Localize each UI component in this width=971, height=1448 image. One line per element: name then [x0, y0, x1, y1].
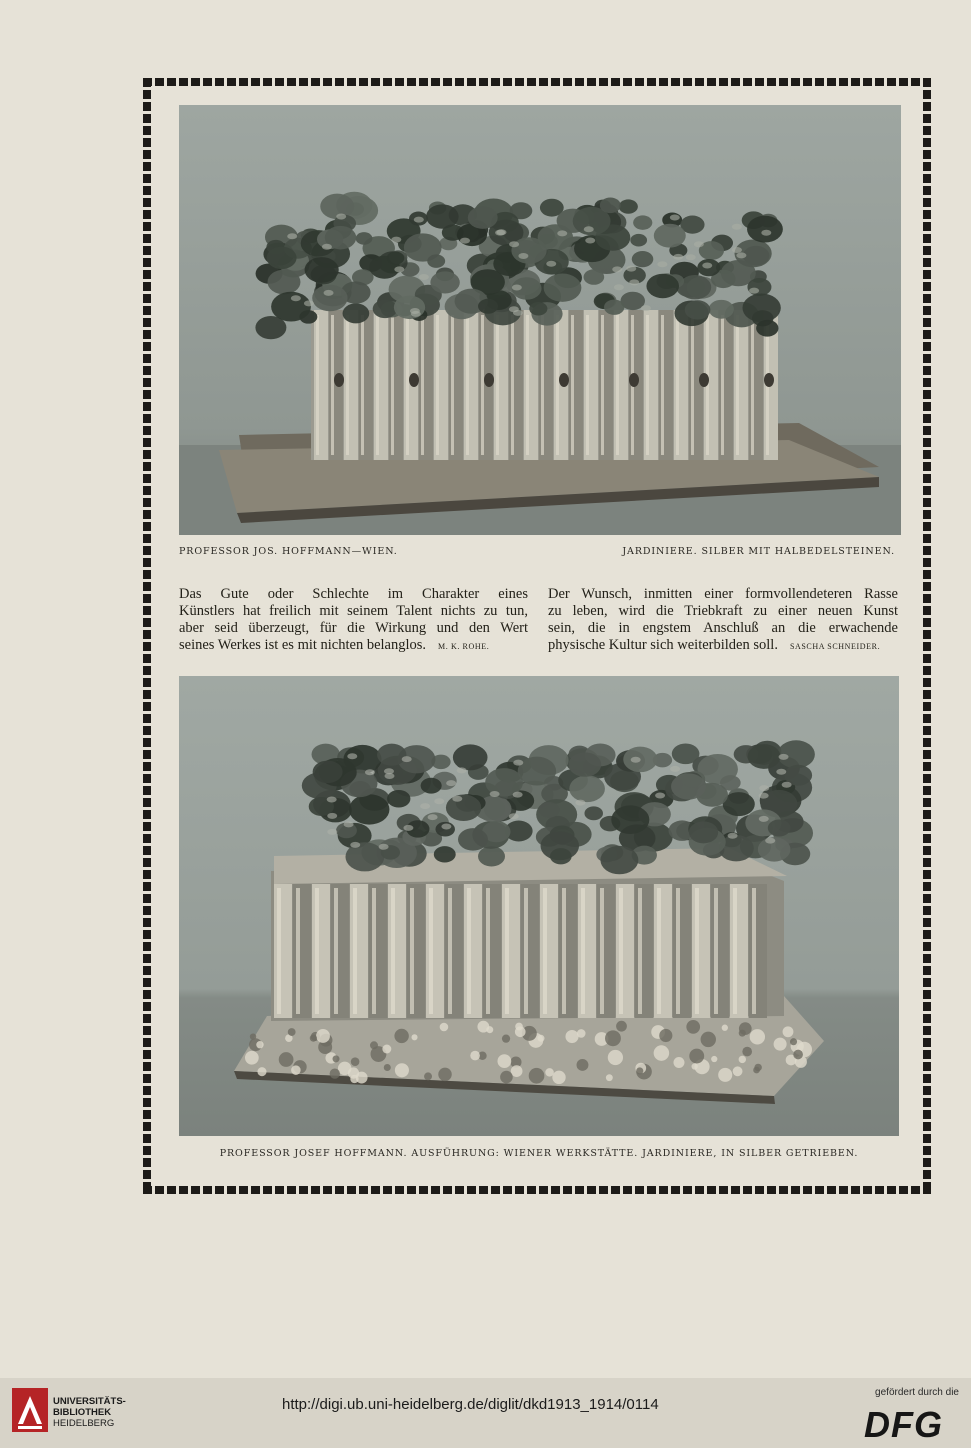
permalink-url[interactable]: http://digi.ub.uni-heidelberg.de/diglit/dkd1913_1914/0114 — [282, 1396, 659, 1413]
heidelberg-library-logo-icon — [12, 1388, 48, 1432]
quote-line: sein, die in engstem Anschluß an die erwachende — [548, 620, 898, 636]
frame-border-bottom — [143, 1186, 931, 1194]
photo2-caption: PROFESSOR JOSEF HOFFMANN. AUSFÜHRUNG: WIENER WERKSTÄTTE. JARDINIERE, IN SILBER GETRIEBEN. — [219, 1148, 859, 1159]
photo1-caption-artist: PROFESSOR JOS. HOFFMANN—WIEN. — [179, 546, 398, 557]
frame-border-left — [143, 78, 151, 1194]
quote-author: SASCHA SCHNEIDER. — [789, 642, 881, 651]
funded-by-label: gefördert durch die — [875, 1387, 959, 1398]
frame-border-right — [923, 78, 931, 1194]
quote-line: physische Kultur sich weiterbilden soll. — [548, 637, 778, 653]
university-line: BIBLIOTHEK — [53, 1407, 112, 1418]
viewer-footer — [0, 1378, 971, 1448]
quote-line: seines Werkes ist es mit nichten belanglos. — [179, 637, 427, 653]
quote-rohe — [179, 586, 528, 655]
quote-author: M. K. ROHE. — [438, 642, 490, 651]
frame-border-top — [143, 78, 931, 86]
dfg-logo: DFG — [864, 1404, 943, 1445]
quote-line: Der Wunsch, inmitten einer formvollendeteren Rasse — [548, 586, 898, 602]
quote-last-line — [548, 637, 898, 655]
quote-line: Das Gute oder Schlechte im Charakter eines — [179, 586, 528, 602]
university-name — [53, 1396, 126, 1429]
quote-line: Künstlers hat freilich mit seinem Talent nichts zu tun, — [179, 603, 528, 619]
jardiniere-photo-2 — [179, 676, 899, 1136]
jardiniere-photo-1 — [179, 105, 901, 535]
quote-line: aber seid überzeugt, für die Wirkung und den Wert — [179, 620, 528, 636]
university-line: UNIVERSITÄTS- — [53, 1396, 126, 1407]
quote-line: zu leben, wird die Triebkraft zu einer neuen Kunst — [548, 603, 898, 619]
quote-last-line — [179, 637, 528, 655]
university-line: HEIDELBERG — [53, 1418, 115, 1429]
quote-schneider — [548, 586, 898, 655]
photo1-caption-title: JARDINIERE. SILBER MIT HALBEDELSTEINEN. — [622, 546, 895, 557]
